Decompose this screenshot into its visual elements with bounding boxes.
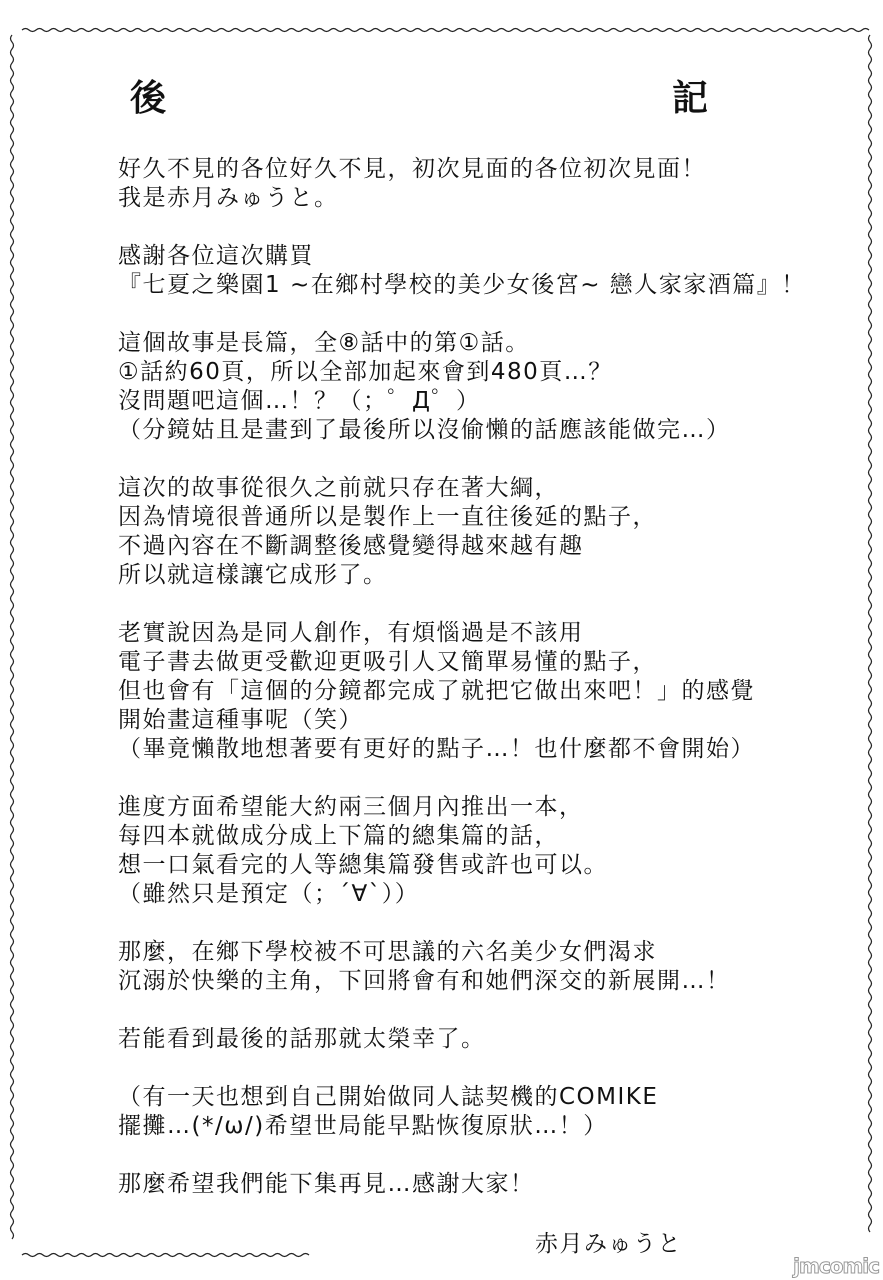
text-line: （雖然只是預定（；´∀`）） [118,881,420,907]
paragraph [118,474,818,590]
paragraph-gap [118,300,818,329]
watermark-logo: jmcomic [793,1254,879,1278]
text-line: 沒問題吧這個…！？（；゜Д゜） [118,388,481,414]
text-line: 沉溺於快樂的主角，下回將會有和她們深交的新展開…！ [118,968,731,994]
text-line: 這次的故事從很久之前就只存在著大綱， [118,475,559,501]
paragraph-gap [118,909,818,938]
text-line: 因為情境很普通所以是製作上一直往後延的點子， [118,504,657,530]
text-line: 每四本就做成分成上下篇的總集篇的話， [118,823,559,849]
paragraph [118,1170,818,1199]
paragraph-gap [118,445,818,474]
text-line: 感謝各位這次購買 [118,243,314,269]
wavy-border-segment [11,35,14,1239]
text-line: 不過內容在不斷調整後感覺變得越來越有趣 [118,533,584,559]
paragraph [118,242,818,300]
title-char-2: 記 [672,78,709,119]
paragraph [118,793,818,909]
text-line: 那麼，在鄉下學校被不可思議的六名美少女們渴求 [118,939,657,965]
paragraph-gap [118,1141,818,1170]
text-line: 進度方面希望能大約兩三個月內推出一本， [118,794,584,820]
text-line: 所以就這樣讓它成形了。 [118,562,388,588]
paragraph [118,938,818,996]
paragraph-gap [118,1054,818,1083]
text-line: 若能看到最後的話那就太榮幸了。 [118,1026,486,1052]
author-signature: 赤月みゅうと [535,1231,682,1257]
text-line: 擺攤…(*/ω/)希望世局能早點恢復原狀…！） [118,1113,608,1139]
text-line: 那麼希望我們能下集再見…感謝大家！ [118,1171,535,1197]
title-char-1: 後 [130,78,167,119]
text-line: 開始畫這種事呢（笑） [118,707,363,733]
text-line: （畢竟懶散地想著要有更好的點子…！也什麼都不會開始） [118,736,755,762]
text-line: 這個故事是長篇，全⑧話中的第①話。 [118,330,530,356]
text-line: ①話約60頁，所以全部加起來會到480頁…？ [118,359,613,385]
paragraph-gap [118,764,818,793]
afterword-body [118,155,818,1199]
text-line: 電子書去做更受歡迎更吸引人又簡單易懂的點子， [118,649,657,675]
text-line: 但也會有「這個的分鏡都完成了就把它做出來吧！」的感覺 [118,678,755,704]
text-line: （分鏡姑且是畫到了最後所以沒偷懶的話應該能做完…） [118,417,731,443]
paragraph [118,329,818,445]
wavy-border-segment [869,35,872,1232]
text-line: 好久不見的各位好久不見，初次見面的各位初次見面！ [118,156,706,182]
text-line: 我是赤月みゅうと。 [118,185,339,211]
paragraph [118,1083,818,1141]
wavy-border-segment [22,1254,309,1257]
text-line: 想一口氣看完的人等總集篇發售或許也可以。 [118,852,608,878]
wavy-border-segment [22,29,869,32]
paragraph [118,619,818,764]
text-line: 老實說因為是同人創作，有煩惱過是不該用 [118,620,584,646]
text-line: 『七夏之樂園1 ~在鄉村學校的美少女後宮~ 戀人家家酒篇』！ [118,272,806,298]
paragraph-gap [118,996,818,1025]
paragraph-gap [118,213,818,242]
paragraph [118,155,818,213]
text-line: （有一天也想到自己開始做同人誌契機的COMIKE [118,1084,659,1110]
paragraph-gap [118,590,818,619]
paragraph [118,1025,818,1054]
